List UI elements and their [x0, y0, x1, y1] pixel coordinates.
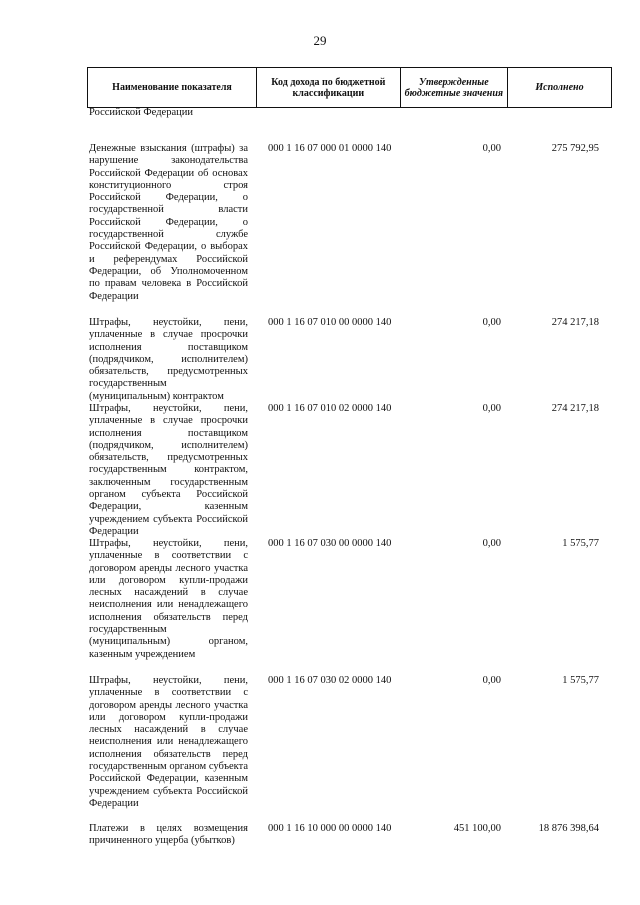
- row-name: Платежи в целях возмещения причиненного ущерба (убытков): [89, 823, 248, 847]
- header-code-column: Код дохода по бюджетной классификации: [257, 68, 401, 108]
- row-executed: 275 792,95: [551, 143, 599, 154]
- row-approved: 0,00: [482, 143, 501, 154]
- row-executed: 274 217,18: [551, 403, 599, 414]
- row-approved: 0,00: [482, 317, 501, 328]
- row-executed: 18 876 398,64: [538, 823, 599, 834]
- continuation-text: Российской Федерации: [89, 107, 193, 118]
- page-number: 29: [313, 33, 327, 48]
- header-approved-column: Утвержденные бюджетные значения: [400, 68, 507, 108]
- header-name-column: Наименование показателя: [88, 68, 257, 108]
- row-code: 000 1 16 07 030 02 0000 140: [268, 675, 392, 686]
- row-name: Штрафы, неустойки, пени, уплаченные в случае просрочки исполнения поставщиком (подрядчиком, исполнителем) обязательств, предусмотренных государственным (муниципальным) контрактом: [89, 317, 248, 402]
- row-code: 000 1 16 07 010 00 0000 140: [268, 317, 392, 328]
- row-approved: 0,00: [482, 538, 501, 549]
- row-name: Штрафы, неустойки, пени, уплаченные в соответствии с договором аренды лесного участка или договором купли-продажи лесных насаждений в случае неисполнения или ненадлежащего исполнения обязательств перед государственным (муниципальным) органом, казенным учреждением: [89, 538, 248, 660]
- row-code: 000 1 16 07 030 00 0000 140: [268, 538, 392, 549]
- table-header: [87, 67, 612, 108]
- row-executed: 1 575,77: [562, 538, 599, 549]
- row-approved: 451 100,00: [453, 823, 501, 834]
- row-name: Штрафы, неустойки, пени, уплаченные в случае просрочки исполнения поставщиком (подрядчиком, исполнителем) обязательств, предусмотренных государственным контрактом, заключенным государственным органом субъекта Российской Федерации, казенным учреждением субъекта Российской Федерации: [89, 403, 248, 537]
- row-executed: 274 217,18: [551, 317, 599, 328]
- row-code: 000 1 16 07 000 01 0000 140: [268, 143, 392, 154]
- row-approved: 0,00: [482, 403, 501, 414]
- row-code: 000 1 16 07 010 02 0000 140: [268, 403, 392, 414]
- row-code: 000 1 16 10 000 00 0000 140: [268, 823, 392, 834]
- row-executed: 1 575,77: [562, 675, 599, 686]
- row-approved: 0,00: [482, 675, 501, 686]
- header-executed-column: Исполнено: [508, 68, 612, 108]
- row-name: Денежные взыскания (штрафы) за нарушение законодательства Российской Федерации об основах конституционного строя Российской Федерации, о государственной власти Российской Федерации, о государственной службе Российской Федерации, о выборах и референдумах Российской Федерации, об Уполномоченном по правам человека в Российской Федерации: [89, 143, 248, 302]
- row-name: Штрафы, неустойки, пени, уплаченные в соответствии с договором аренды лесного участка или договором купли-продажи лесных насаждений в случае неисполнения или ненадлежащего исполнения обязательств перед государственным органом субъекта Российской Федерации, казенным учреждением субъекта Российской Федерации: [89, 675, 248, 809]
